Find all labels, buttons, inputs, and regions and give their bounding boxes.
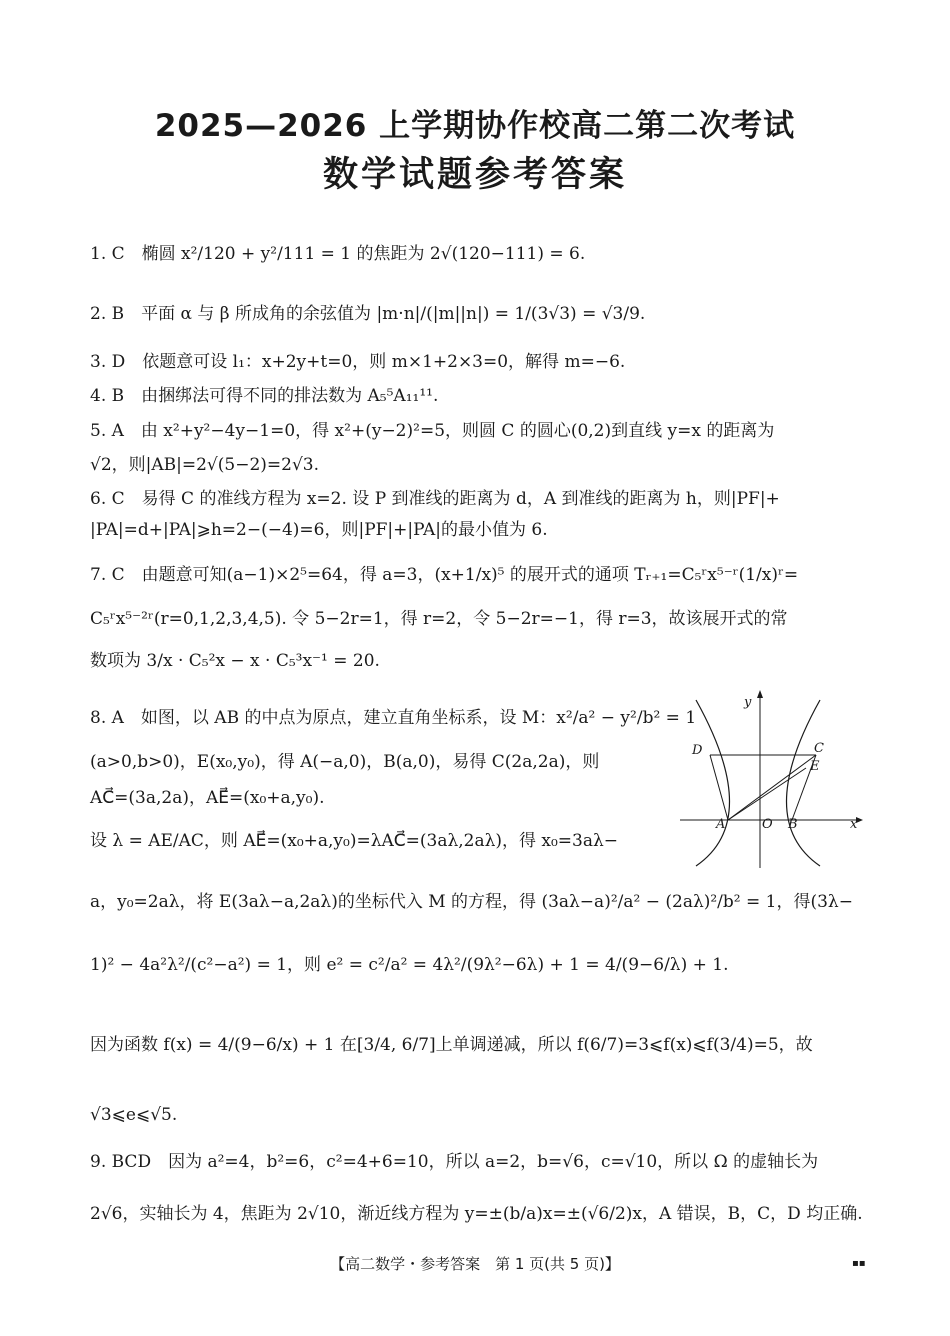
answer-line-4: 4. B 由捆绑法可得不同的排法数为 A₅⁵A₁₁¹¹. <box>90 386 439 406</box>
answer-line-8a: 8. A 如图，以 AB 的中点为原点，建立直角坐标系，设 M：x²/a² − y²/b² = 1 <box>90 708 697 728</box>
answer-line-8c: AC⃗=(3a,2a)，AE⃗=(x₀+a,y₀). <box>90 788 325 808</box>
answer-line-8e: a，y₀=2aλ，将 E(3aλ−a,2aλ)的坐标代入 M 的方程，得 (3aλ−a)²/a² − (2aλ)²/b² = 1，得(3λ− <box>90 892 853 912</box>
corner-mark: ▪▪ <box>852 1258 866 1269</box>
hyperbola-figure <box>680 688 870 870</box>
answer-line-8h: √3⩽e⩽√5. <box>90 1105 178 1125</box>
answer-line-9a: 9. BCD 因为 a²=4，b²=6，c²=4+6=10，所以 a=2，b=√6，c=√10，所以 Ω 的虚轴长为 <box>90 1152 819 1172</box>
answer-line-6b: |PA|=d+|PA|⩾h=2−(−4)=6，则|PF|+|PA|的最小值为 6. <box>90 520 548 540</box>
answer-line-6a: 6. C 易得 C 的准线方程为 x=2. 设 P 到准线的距离为 d，A 到准线的距离为 h，则|PF|+ <box>90 489 780 509</box>
document-subtitle: 数学试题参考答案 <box>322 155 627 195</box>
answer-line-9b: 2√6，实轴长为 4，焦距为 2√10，渐近线方程为 y=±(b/a)x=±(√6/2)x，A 错误，B，C，D 均正确. <box>90 1204 863 1224</box>
answer-line-5b: √2，则|AB|=2√(5−2)=2√3. <box>90 455 320 475</box>
figure-label-y: y <box>744 695 752 710</box>
answer-line-5a: 5. A 由 x²+y²−4y−1=0，得 x²+(y−2)²=5，则圆 C 的圆心(0,2)到直线 y=x 的距离为 <box>90 421 775 441</box>
answer-line-3: 3. D 依题意可设 l₁：x+2y+t=0，则 m×1+2×3=0，解得 m=−6. <box>90 352 626 372</box>
exam-title: 2025—2026 上学期协作校高二第二次考试 <box>154 108 796 144</box>
figure-label-a: A <box>716 817 726 832</box>
answer-line-7c: 数项为 3/x · C₅²x − x · C₅³x⁻¹ = 20. <box>90 651 380 671</box>
answer-line-7b: C₅ʳx⁵⁻²ʳ(r=0,1,2,3,4,5). 令 5−2r=1，得 r=2，令 5−2r=−1，得 r=3，故该展开式的常 <box>90 609 788 629</box>
figure-label-e: E <box>810 759 820 774</box>
figure-label-x: x <box>850 817 858 832</box>
answer-line-8d: 设 λ = AE/AC，则 AE⃗=(x₀+a,y₀)=λAC⃗=(3aλ,2aλ)，得 x₀=3aλ− <box>90 831 619 851</box>
answer-line-8b: (a>0,b>0)，E(x₀,y₀)，得 A(−a,0)，B(a,0)，易得 C(2a,2a)，则 <box>90 752 600 772</box>
answer-line-7a: 7. C 由题意可知(a−1)×2⁵=64，得 a=3，(x+1/x)⁵ 的展开式的通项 Tᵣ₊₁=C₅ʳx⁵⁻ʳ(1/x)ʳ= <box>90 565 799 585</box>
answer-line-8f: 1)² − 4a²λ²/(c²−a²) = 1，则 e² = c²/a² = 4λ²/(9λ²−6λ) + 1 = 4/(9−6/λ) + 1. <box>90 955 729 975</box>
answer-line-2: 2. B 平面 α 与 β 所成角的余弦值为 |m·n|/(|m||n|) = 1/(3√3) = √3/9. <box>90 304 646 324</box>
figure-label-d: D <box>692 743 703 758</box>
page-footer: 【高二数学・参考答案 第 1 页(共 5 页)】 <box>330 1255 620 1273</box>
figure-label-c: C <box>814 741 824 756</box>
answer-line-1: 1. C 椭圆 x²/120 + y²/111 = 1 的焦距为 2√(120−111) = 6. <box>90 244 586 264</box>
figure-label-b: B <box>788 817 798 832</box>
figure-label-o: O <box>762 817 773 832</box>
answer-line-8g: 因为函数 f(x) = 4/(9−6/x) + 1 在[3/4, 6/7]上单调递减，所以 f(6/7)=3⩽f(x)⩽f(3/4)=5，故 <box>90 1035 813 1055</box>
